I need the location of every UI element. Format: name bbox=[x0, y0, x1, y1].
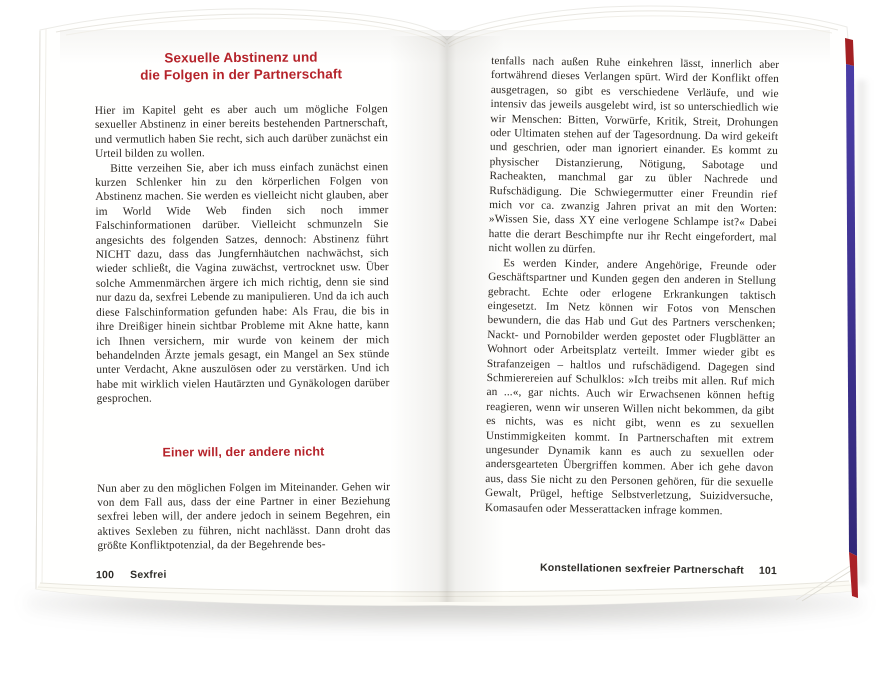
section-subheading: Einer will, der andere nicht bbox=[162, 444, 325, 460]
page-right bbox=[485, 54, 779, 519]
chapter-heading bbox=[94, 49, 387, 84]
page-number-left: 100 bbox=[95, 569, 115, 582]
page-footer-left bbox=[96, 569, 167, 581]
page-number-right: 101 bbox=[758, 564, 778, 578]
paragraph: Hier im Kapitel geht es aber auch um mögliche Folgen sexueller Abstinenz in einer bereits bestehenden Partnerschaft, und vermutlich haben Sie recht, sich auch darüber zunächst ein Urteil bilden zu wollen. bbox=[94, 103, 389, 161]
paragraph: Es werden Kinder, andere Angehörige, Freunde oder Geschäftspartner und Kunden gegen den anderen in Stellung gebracht. Echte oder erlogene Erkrankungen taktisch eingesetzt. Im Netz können wir Fotos von Menschen bewundern, die das Hab und Gut des Partners verschenken; Nackt- und Pornobilder werden gepostet oder Flugblätter an Wohnort oder Arbeitsplatz verteilt. Immer wieder gibt es Strafanzeigen – haltlos und rufschädigend. Dagegen sind Schmierereien auf Schulklos: »Ich treibs mit allen. Ruf mich an ...«, gar nichts. Auch wir Erwachsenen können heftig reagieren, wenn wir unseren Willen nicht bekommen, da gibt es nichts, was es nicht gibt, wenn es zu sexuellen Unstimmigkeiten kommt. In Partnerschaften mit extrem ungesunder Dynamik kann es auch zu sexuellen oder andersgearteten Übergriffen kommen. Aber ich gehe davon aus, dass Sie nicht zu den Personen gehören, für die sexuelle Gewalt, Prügel, heftige Selbstverletzung, Suizidversuche, Komasaufen oder Messerattacken infrage kommen. bbox=[484, 256, 777, 517]
running-head-left: Sexfrei bbox=[130, 568, 167, 582]
page-left bbox=[94, 49, 390, 553]
running-head-right: Konstellationen sexfreier Partnerschaft bbox=[539, 561, 744, 577]
paragraph: tenfalls nach außen Ruhe einkehren lässt, innerlich aber fortwährend dieses Verlangen spürt. Wird der Konflikt offen ausgetragen, so gibt es verschiedene Verläufe, und wie intensiv das jeweils ausgelebt wird, ist so unterschiedlich wie wir Menschen: Bitten, Vorwürfe, Kritik, Streit, Drohungen oder Ultimaten stehen auf der Tagesordnung. Da wird gekeift und geschrien, oder man ignoriert einander. Es kommt zu physischer Distanzierung, Nötigung, Sabotage und Racheakten, manchmal gar zu übler Nachrede und Rufschädigung. Die Schwiegermutter einer Freundin rief mich vor ca. zwanzig Jahren privat an mit den Worten: »Wissen Sie, dass XY eine verlogene Schlampe ist?« Dabei hatte die derart Beschimpfte nur ihr Recht eingefordert, mal nicht wollen zu dürfen. bbox=[488, 55, 780, 256]
paragraph: Nun aber zu den möglichen Folgen im Miteinander. Gehen wir von dem Fall aus, dass der eine Partner in einer Beziehung sexfrei leben will, der andere jedoch in seinem Begehren, ein aktives Sexleben zu führen, nicht nachlässt. Dann droht das größte Konfliktpotenzial, da der Begehrende bes- bbox=[97, 480, 391, 553]
chapter-heading-line1: Sexuelle Abstinenz und bbox=[164, 49, 318, 66]
chapter-heading-line2: die Folgen in der Partnerschaft bbox=[140, 65, 343, 83]
paragraph: Bitte verzeihen Sie, aber ich muss einfach zunächst einen kurzen Schlenker hin zu den körperlichen Folgen von Abstinenz machen. Sie werden es vielleicht nicht glauben, aber im World Wide Web finden sich noch immer Falschinformationen darüber. Vielleicht schmunzeln Sie angesichts des folgenden Satzes, dennoch: Abstinenz führt NICHT dazu, dass das Jungfernhäutchen nachwächst, sich wieder schließt, die Vagina zuwächst, vertrocknet usw. Über solche Ammenmärchen ärgere ich mich richtig, denn sie sind nur dazu da, sexfrei Lebende zu manipulieren. Und da ich auch diese Falschinformation gefunden habe: Als Frau, die bis in ihre Dreißiger hinein sichtbar Probleme mit Akne hatte, kann ich Ihnen versichern, mir wurde von keinem der mich behandelnden Ärzte jemals gesagt, ein Mangel an Sex stünde unter Verdacht, Akne auszulösen oder zu verstärken. Und ich habe mit wirklich vielen Hautärzten und Gynäkologen darüber gesprochen. bbox=[95, 160, 390, 406]
